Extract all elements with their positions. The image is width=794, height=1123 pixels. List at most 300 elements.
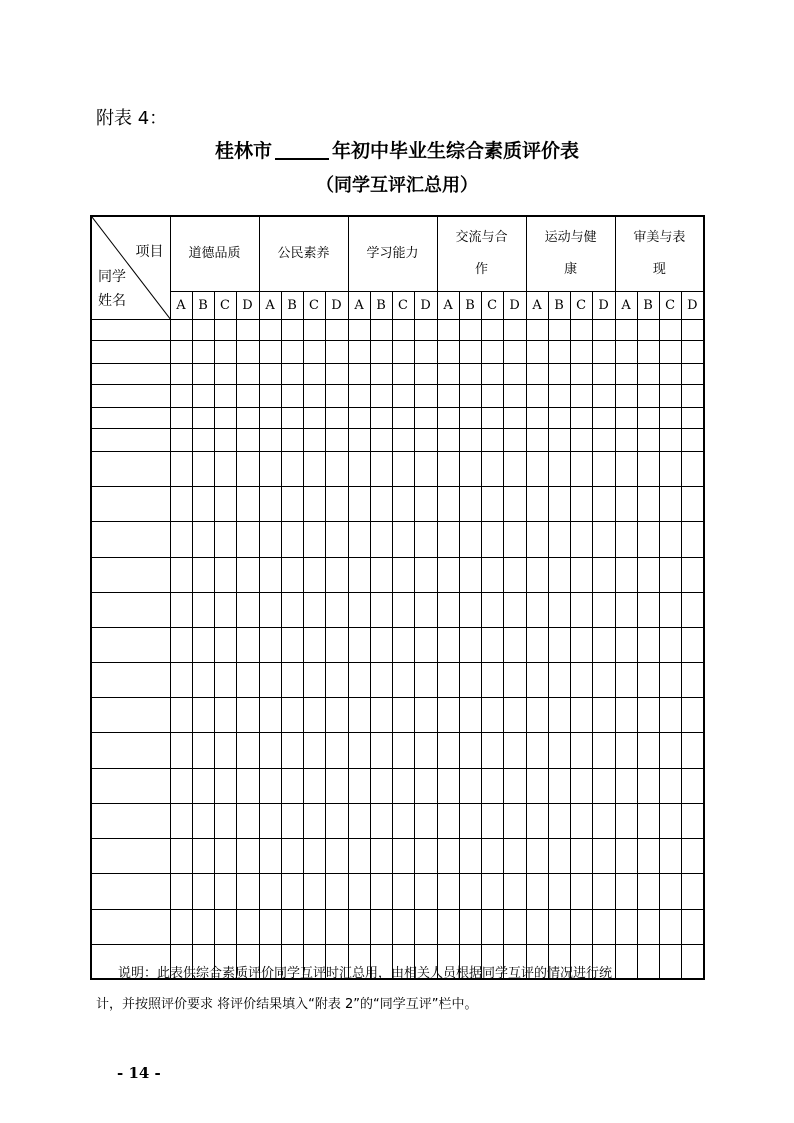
student-name-cell[interactable] [91,592,170,627]
grade-entry-cell[interactable] [459,363,481,384]
grade-entry-cell[interactable] [170,521,192,557]
student-name-cell[interactable] [91,340,170,363]
grade-entry-cell[interactable] [170,319,192,340]
grade-entry-cell[interactable] [348,768,370,803]
grade-entry-cell[interactable] [681,732,704,768]
grade-entry-cell[interactable] [592,319,615,340]
grade-entry-cell[interactable] [348,838,370,873]
grade-entry-cell[interactable] [637,363,659,384]
grade-entry-cell[interactable] [370,803,392,838]
grade-entry-cell[interactable] [615,803,637,838]
grade-entry-cell[interactable] [414,428,437,451]
student-name-cell[interactable] [91,521,170,557]
grade-entry-cell[interactable] [259,803,281,838]
grade-entry-cell[interactable] [214,557,236,592]
grade-entry-cell[interactable] [281,319,303,340]
grade-entry-cell[interactable] [236,363,259,384]
grade-entry-cell[interactable] [570,732,592,768]
grade-entry-cell[interactable] [170,592,192,627]
grade-entry-cell[interactable] [459,486,481,521]
student-name-cell[interactable] [91,557,170,592]
grade-entry-cell[interactable] [459,557,481,592]
grade-entry-cell[interactable] [214,592,236,627]
grade-entry-cell[interactable] [637,627,659,662]
grade-entry-cell[interactable] [526,319,548,340]
grade-entry-cell[interactable] [414,627,437,662]
grade-entry-cell[interactable] [370,428,392,451]
grade-entry-cell[interactable] [459,768,481,803]
grade-entry-cell[interactable] [681,340,704,363]
grade-entry-cell[interactable] [348,340,370,363]
grade-entry-cell[interactable] [170,557,192,592]
student-name-cell[interactable] [91,768,170,803]
grade-entry-cell[interactable] [170,340,192,363]
grade-entry-cell[interactable] [281,428,303,451]
grade-entry-cell[interactable] [459,592,481,627]
grade-entry-cell[interactable] [214,407,236,428]
grade-entry-cell[interactable] [637,340,659,363]
grade-entry-cell[interactable] [548,803,570,838]
grade-entry-cell[interactable] [548,592,570,627]
grade-entry-cell[interactable] [437,732,459,768]
grade-entry-cell[interactable] [659,384,681,407]
grade-entry-cell[interactable] [170,363,192,384]
grade-entry-cell[interactable] [414,521,437,557]
grade-entry-cell[interactable] [192,340,214,363]
grade-entry-cell[interactable] [370,319,392,340]
grade-entry-cell[interactable] [503,363,526,384]
grade-entry-cell[interactable] [570,838,592,873]
grade-entry-cell[interactable] [459,407,481,428]
grade-entry-cell[interactable] [503,407,526,428]
grade-entry-cell[interactable] [325,319,348,340]
grade-entry-cell[interactable] [659,451,681,486]
grade-entry-cell[interactable] [503,838,526,873]
grade-entry-cell[interactable] [615,909,637,944]
student-name-cell[interactable] [91,662,170,697]
grade-entry-cell[interactable] [615,428,637,451]
grade-entry-cell[interactable] [214,319,236,340]
grade-entry-cell[interactable] [214,451,236,486]
grade-entry-cell[interactable] [592,407,615,428]
grade-entry-cell[interactable] [481,838,503,873]
grade-entry-cell[interactable] [659,521,681,557]
grade-entry-cell[interactable] [637,732,659,768]
grade-entry-cell[interactable] [548,521,570,557]
grade-entry-cell[interactable] [414,909,437,944]
grade-entry-cell[interactable] [414,592,437,627]
grade-entry-cell[interactable] [170,407,192,428]
grade-entry-cell[interactable] [659,768,681,803]
grade-entry-cell[interactable] [570,592,592,627]
grade-entry-cell[interactable] [214,873,236,909]
grade-entry-cell[interactable] [526,428,548,451]
grade-entry-cell[interactable] [348,486,370,521]
grade-entry-cell[interactable] [392,873,414,909]
grade-entry-cell[interactable] [503,803,526,838]
grade-entry-cell[interactable] [414,803,437,838]
grade-entry-cell[interactable] [214,909,236,944]
grade-entry-cell[interactable] [570,697,592,732]
grade-entry-cell[interactable] [659,732,681,768]
grade-entry-cell[interactable] [303,838,325,873]
grade-entry-cell[interactable] [236,803,259,838]
grade-entry-cell[interactable] [437,407,459,428]
grade-entry-cell[interactable] [503,627,526,662]
grade-entry-cell[interactable] [170,384,192,407]
student-name-cell[interactable] [91,627,170,662]
grade-entry-cell[interactable] [548,557,570,592]
grade-entry-cell[interactable] [459,627,481,662]
grade-entry-cell[interactable] [392,697,414,732]
grade-entry-cell[interactable] [659,697,681,732]
grade-entry-cell[interactable] [570,557,592,592]
grade-entry-cell[interactable] [303,803,325,838]
grade-entry-cell[interactable] [481,732,503,768]
grade-entry-cell[interactable] [503,451,526,486]
grade-entry-cell[interactable] [325,521,348,557]
grade-entry-cell[interactable] [370,486,392,521]
grade-entry-cell[interactable] [325,662,348,697]
grade-entry-cell[interactable] [192,451,214,486]
grade-entry-cell[interactable] [325,486,348,521]
grade-entry-cell[interactable] [236,521,259,557]
grade-entry-cell[interactable] [192,838,214,873]
grade-entry-cell[interactable] [259,873,281,909]
grade-entry-cell[interactable] [192,319,214,340]
grade-entry-cell[interactable] [192,557,214,592]
grade-entry-cell[interactable] [303,340,325,363]
grade-entry-cell[interactable] [459,451,481,486]
grade-entry-cell[interactable] [259,451,281,486]
grade-entry-cell[interactable] [481,909,503,944]
grade-entry-cell[interactable] [236,732,259,768]
grade-entry-cell[interactable] [659,592,681,627]
grade-entry-cell[interactable] [592,838,615,873]
grade-entry-cell[interactable] [192,662,214,697]
grade-entry-cell[interactable] [414,557,437,592]
grade-entry-cell[interactable] [481,340,503,363]
grade-entry-cell[interactable] [236,662,259,697]
grade-entry-cell[interactable] [637,697,659,732]
grade-entry-cell[interactable] [615,697,637,732]
grade-entry-cell[interactable] [348,363,370,384]
grade-entry-cell[interactable] [214,732,236,768]
grade-entry-cell[interactable] [570,486,592,521]
grade-entry-cell[interactable] [659,944,681,979]
grade-entry-cell[interactable] [392,662,414,697]
grade-entry-cell[interactable] [437,451,459,486]
grade-entry-cell[interactable] [459,319,481,340]
student-name-cell[interactable] [91,803,170,838]
grade-entry-cell[interactable] [526,662,548,697]
grade-entry-cell[interactable] [526,627,548,662]
grade-entry-cell[interactable] [526,592,548,627]
grade-entry-cell[interactable] [437,521,459,557]
grade-entry-cell[interactable] [192,697,214,732]
grade-entry-cell[interactable] [325,803,348,838]
grade-entry-cell[interactable] [459,340,481,363]
grade-entry-cell[interactable] [615,521,637,557]
grade-entry-cell[interactable] [348,557,370,592]
grade-entry-cell[interactable] [236,697,259,732]
grade-entry-cell[interactable] [481,873,503,909]
grade-entry-cell[interactable] [437,838,459,873]
grade-entry-cell[interactable] [303,363,325,384]
grade-entry-cell[interactable] [214,363,236,384]
grade-entry-cell[interactable] [348,451,370,486]
grade-entry-cell[interactable] [615,384,637,407]
grade-entry-cell[interactable] [503,486,526,521]
grade-entry-cell[interactable] [170,838,192,873]
student-name-cell[interactable] [91,363,170,384]
grade-entry-cell[interactable] [526,486,548,521]
grade-entry-cell[interactable] [303,732,325,768]
grade-entry-cell[interactable] [481,697,503,732]
grade-entry-cell[interactable] [681,662,704,697]
grade-entry-cell[interactable] [570,909,592,944]
grade-entry-cell[interactable] [681,768,704,803]
grade-entry-cell[interactable] [236,838,259,873]
grade-entry-cell[interactable] [414,768,437,803]
grade-entry-cell[interactable] [192,428,214,451]
grade-entry-cell[interactable] [637,592,659,627]
grade-entry-cell[interactable] [192,732,214,768]
grade-entry-cell[interactable] [281,873,303,909]
grade-entry-cell[interactable] [348,627,370,662]
grade-entry-cell[interactable] [303,557,325,592]
grade-entry-cell[interactable] [281,521,303,557]
grade-entry-cell[interactable] [414,319,437,340]
grade-entry-cell[interactable] [437,384,459,407]
grade-entry-cell[interactable] [592,768,615,803]
student-name-cell[interactable] [91,407,170,428]
grade-entry-cell[interactable] [681,451,704,486]
grade-entry-cell[interactable] [548,662,570,697]
grade-entry-cell[interactable] [214,384,236,407]
grade-entry-cell[interactable] [325,428,348,451]
grade-entry-cell[interactable] [259,662,281,697]
grade-entry-cell[interactable] [192,768,214,803]
grade-entry-cell[interactable] [392,768,414,803]
grade-entry-cell[interactable] [348,909,370,944]
grade-entry-cell[interactable] [615,363,637,384]
grade-entry-cell[interactable] [681,557,704,592]
grade-entry-cell[interactable] [303,486,325,521]
grade-entry-cell[interactable] [570,319,592,340]
grade-entry-cell[interactable] [236,451,259,486]
grade-entry-cell[interactable] [281,384,303,407]
grade-entry-cell[interactable] [570,428,592,451]
grade-entry-cell[interactable] [592,697,615,732]
grade-entry-cell[interactable] [681,838,704,873]
grade-entry-cell[interactable] [615,319,637,340]
grade-entry-cell[interactable] [236,768,259,803]
grade-entry-cell[interactable] [348,592,370,627]
grade-entry-cell[interactable] [437,592,459,627]
grade-entry-cell[interactable] [548,838,570,873]
grade-entry-cell[interactable] [259,340,281,363]
grade-entry-cell[interactable] [370,363,392,384]
grade-entry-cell[interactable] [659,627,681,662]
grade-entry-cell[interactable] [592,592,615,627]
grade-entry-cell[interactable] [259,768,281,803]
grade-entry-cell[interactable] [170,627,192,662]
grade-entry-cell[interactable] [348,384,370,407]
grade-entry-cell[interactable] [637,451,659,486]
grade-entry-cell[interactable] [303,407,325,428]
grade-entry-cell[interactable] [637,319,659,340]
grade-entry-cell[interactable] [570,873,592,909]
grade-entry-cell[interactable] [392,803,414,838]
grade-entry-cell[interactable] [681,363,704,384]
grade-entry-cell[interactable] [259,486,281,521]
grade-entry-cell[interactable] [615,451,637,486]
grade-entry-cell[interactable] [214,697,236,732]
grade-entry-cell[interactable] [370,768,392,803]
grade-entry-cell[interactable] [659,319,681,340]
grade-entry-cell[interactable] [615,838,637,873]
grade-entry-cell[interactable] [659,557,681,592]
grade-entry-cell[interactable] [548,384,570,407]
grade-entry-cell[interactable] [325,340,348,363]
grade-entry-cell[interactable] [548,732,570,768]
grade-entry-cell[interactable] [481,627,503,662]
grade-entry-cell[interactable] [392,451,414,486]
grade-entry-cell[interactable] [192,407,214,428]
grade-entry-cell[interactable] [259,838,281,873]
grade-entry-cell[interactable] [681,592,704,627]
grade-entry-cell[interactable] [281,627,303,662]
grade-entry-cell[interactable] [503,662,526,697]
grade-entry-cell[interactable] [281,803,303,838]
grade-entry-cell[interactable] [414,407,437,428]
grade-entry-cell[interactable] [570,451,592,486]
grade-entry-cell[interactable] [437,873,459,909]
grade-entry-cell[interactable] [637,944,659,979]
grade-entry-cell[interactable] [214,627,236,662]
grade-entry-cell[interactable] [548,340,570,363]
grade-entry-cell[interactable] [259,428,281,451]
grade-entry-cell[interactable] [303,319,325,340]
grade-entry-cell[interactable] [503,909,526,944]
grade-entry-cell[interactable] [570,384,592,407]
grade-entry-cell[interactable] [459,384,481,407]
grade-entry-cell[interactable] [481,451,503,486]
grade-entry-cell[interactable] [637,486,659,521]
grade-entry-cell[interactable] [214,838,236,873]
grade-entry-cell[interactable] [503,340,526,363]
grade-entry-cell[interactable] [281,662,303,697]
grade-entry-cell[interactable] [303,697,325,732]
grade-entry-cell[interactable] [437,909,459,944]
grade-entry-cell[interactable] [370,627,392,662]
grade-entry-cell[interactable] [592,363,615,384]
grade-entry-cell[interactable] [548,363,570,384]
grade-entry-cell[interactable] [170,909,192,944]
grade-entry-cell[interactable] [192,486,214,521]
grade-entry-cell[interactable] [192,592,214,627]
grade-entry-cell[interactable] [170,803,192,838]
grade-entry-cell[interactable] [548,319,570,340]
grade-entry-cell[interactable] [659,873,681,909]
grade-entry-cell[interactable] [214,803,236,838]
student-name-cell[interactable] [91,384,170,407]
grade-entry-cell[interactable] [570,627,592,662]
grade-entry-cell[interactable] [481,384,503,407]
grade-entry-cell[interactable] [659,803,681,838]
grade-entry-cell[interactable] [637,838,659,873]
grade-entry-cell[interactable] [481,803,503,838]
grade-entry-cell[interactable] [437,319,459,340]
grade-entry-cell[interactable] [659,363,681,384]
grade-entry-cell[interactable] [303,428,325,451]
grade-entry-cell[interactable] [548,407,570,428]
grade-entry-cell[interactable] [414,662,437,697]
grade-entry-cell[interactable] [170,486,192,521]
grade-entry-cell[interactable] [592,340,615,363]
grade-entry-cell[interactable] [281,592,303,627]
grade-entry-cell[interactable] [281,768,303,803]
grade-entry-cell[interactable] [459,732,481,768]
grade-entry-cell[interactable] [370,873,392,909]
grade-entry-cell[interactable] [414,838,437,873]
grade-entry-cell[interactable] [615,486,637,521]
grade-entry-cell[interactable] [236,557,259,592]
grade-entry-cell[interactable] [615,944,637,979]
grade-entry-cell[interactable] [570,340,592,363]
grade-entry-cell[interactable] [392,340,414,363]
grade-entry-cell[interactable] [192,384,214,407]
grade-entry-cell[interactable] [281,557,303,592]
grade-entry-cell[interactable] [392,384,414,407]
grade-entry-cell[interactable] [637,557,659,592]
grade-entry-cell[interactable] [681,873,704,909]
grade-entry-cell[interactable] [236,340,259,363]
grade-entry-cell[interactable] [592,627,615,662]
grade-entry-cell[interactable] [481,407,503,428]
grade-entry-cell[interactable] [370,407,392,428]
grade-entry-cell[interactable] [303,873,325,909]
grade-entry-cell[interactable] [526,873,548,909]
grade-entry-cell[interactable] [236,592,259,627]
grade-entry-cell[interactable] [259,557,281,592]
grade-entry-cell[interactable] [348,697,370,732]
grade-entry-cell[interactable] [214,521,236,557]
grade-entry-cell[interactable] [526,768,548,803]
grade-entry-cell[interactable] [392,363,414,384]
grade-entry-cell[interactable] [192,873,214,909]
grade-entry-cell[interactable] [526,909,548,944]
grade-entry-cell[interactable] [325,768,348,803]
grade-entry-cell[interactable] [681,803,704,838]
grade-entry-cell[interactable] [348,319,370,340]
grade-entry-cell[interactable] [615,592,637,627]
grade-entry-cell[interactable] [503,592,526,627]
grade-entry-cell[interactable] [325,407,348,428]
grade-entry-cell[interactable] [325,557,348,592]
student-name-cell[interactable] [91,838,170,873]
grade-entry-cell[interactable] [325,451,348,486]
grade-entry-cell[interactable] [681,521,704,557]
grade-entry-cell[interactable] [503,557,526,592]
grade-entry-cell[interactable] [503,732,526,768]
grade-entry-cell[interactable] [303,909,325,944]
grade-entry-cell[interactable] [503,697,526,732]
grade-entry-cell[interactable] [615,407,637,428]
grade-entry-cell[interactable] [370,838,392,873]
grade-entry-cell[interactable] [170,697,192,732]
